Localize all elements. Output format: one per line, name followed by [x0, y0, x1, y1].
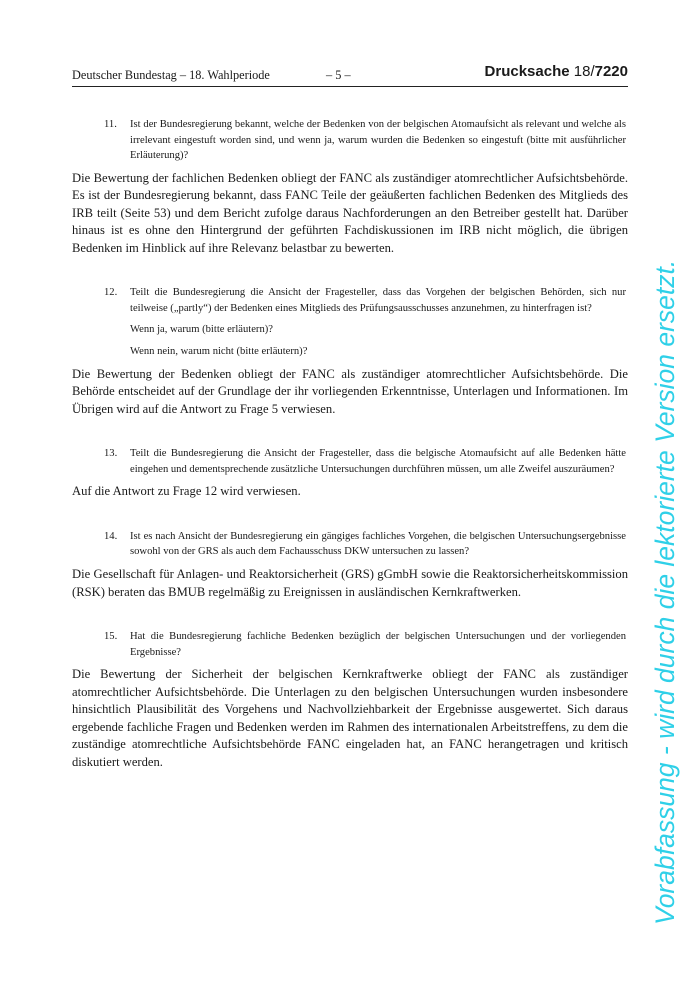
document-body [72, 117, 628, 771]
question-subtext: Wenn nein, warum nicht (bitte erläutern)? [130, 346, 308, 358]
question-text: Teilt die Bundesregierung die Ansicht der Fragesteller, dass das Vorgehen der belgischen Behörden, sich nur teilweise („partly“) der Bedenken eines Mitglieds des Prüfungsausschusses anzunehmen, zu hinterfragen ist? [130, 287, 626, 314]
question-number: 11. [104, 119, 117, 130]
question-14 [72, 529, 628, 560]
answer-14: Die Gesellschaft für Anlagen- und Reaktorsicherheit (GRS) gGmbH sowie die Reaktorsicherheitskommission (RSK) beraten das BMUB regelmäßig zu Ereignissen in ausländischen Kernkraftwerken. [72, 567, 628, 599]
question-15 [72, 629, 628, 660]
question-text: Ist es nach Ansicht der Bundesregierung ein gängiges fachliches Vorgehen, die belgischen Untersuchungsergebnisse sowohl von der GRS als auch dem Fachausschuss DKW untersuchen zu lassen? [130, 530, 626, 558]
question-12 [72, 285, 628, 359]
question-11 [72, 117, 628, 164]
question-number: 13. [104, 448, 118, 460]
document-label: Drucksache [484, 63, 570, 80]
question-subtext: Wenn ja, warum (bitte erläutern)? [130, 324, 273, 336]
watermark-text: Vorabfassung - wird durch die lektorierte Version ersetzt. [650, 259, 680, 925]
question-text: Ist der Bundesregierung bekannt, welche der Bedenken von der belgischen Atomaufsicht als relevant und welche als irrelevant eingestuft worden sind, und wenn ja, warum wurden die Bedenken so eingestuft (bitte mit ausführlicher Erläuterung)? [130, 119, 626, 162]
document-id [485, 63, 628, 80]
question-number: 14. [104, 530, 118, 542]
header-publication: Deutscher Bundestag – 18. Wahlperiode [72, 68, 270, 82]
question-text: Teilt die Bundesregierung die Ansicht der Fragesteller, dass die belgische Atomaufsicht auf alle Bedenken hätte eingehen und dementsprechende zusätzliche Untersuchungen durchführen müssen, um alle Zweifel auszuräumen? [130, 448, 626, 475]
page-header [72, 64, 628, 87]
answer-13: Auf die Antwort zu Frage 12 wird verwiesen. [72, 484, 301, 499]
question-number: 12. [104, 287, 118, 299]
answer-12: Die Bewertung der Bedenken obliegt der FANC als zuständiger atomrechtlicher Aufsichtsbehörde. Die Behörde entscheidet auf der Grundlage der ihr vorliegenden Erkenntnisse, Unterlagen und Informationen. Im Übrigen wird auf die Antwort zu Frage 5 verwiesen. [72, 366, 628, 416]
answer-11: Die Bewertung der fachlichen Bedenken obliegt der FANC als zuständiger atomrechtlicher Aufsichtsbehörde. Es ist der Bundesregierung bekannt, dass FANC Teile der geäußerten fachlichen Bedenken des Mitglieds des IRB teilt (Seite 53) und dem Bericht zufolge daraus Nachforderungen an den Betreiber gestellt hat. Darüber hinaus ist es ohne den Hintergrund der geführten Fachdiskussionen im IRB nicht möglich, die übrigen Bedenken im Hinblick auf ihre Relevanz belastbar zu bewerten. [72, 170, 628, 255]
document-period: 18/ [573, 63, 595, 80]
question-text: Hat die Bundesregierung fachliche Bedenken bezüglich der belgischen Untersuchungen und der vorliegenden Ergebnisse? [130, 631, 626, 658]
question-number: 15. [104, 631, 118, 643]
question-13 [72, 446, 628, 477]
document-number: 7220 [594, 63, 628, 80]
answer-15: Die Bewertung der Sicherheit der belgischen Kernkraftwerke obliegt der FANC als zuständiger atomrechtlicher Aufsichtsbehörde. Die Unterlagen zu den belgischen Untersuchungen wurden insbesondere hinsichtlich Plausibilität des Vorgehens und Nachvollziehbarkeit der Ergebnisse ausgewertet. Sich daraus ergebende fachliche Fragen und Bedenken werden im Rahmen des internationalen Arbeitstreffens, zu dem die zuständige atomrechtliche Aufsichtsbehörde FANC eingeladen hat, an FANC herangetragen und kritisch diskutiert werden. [72, 667, 628, 769]
page-number: – 5 – [326, 68, 351, 82]
